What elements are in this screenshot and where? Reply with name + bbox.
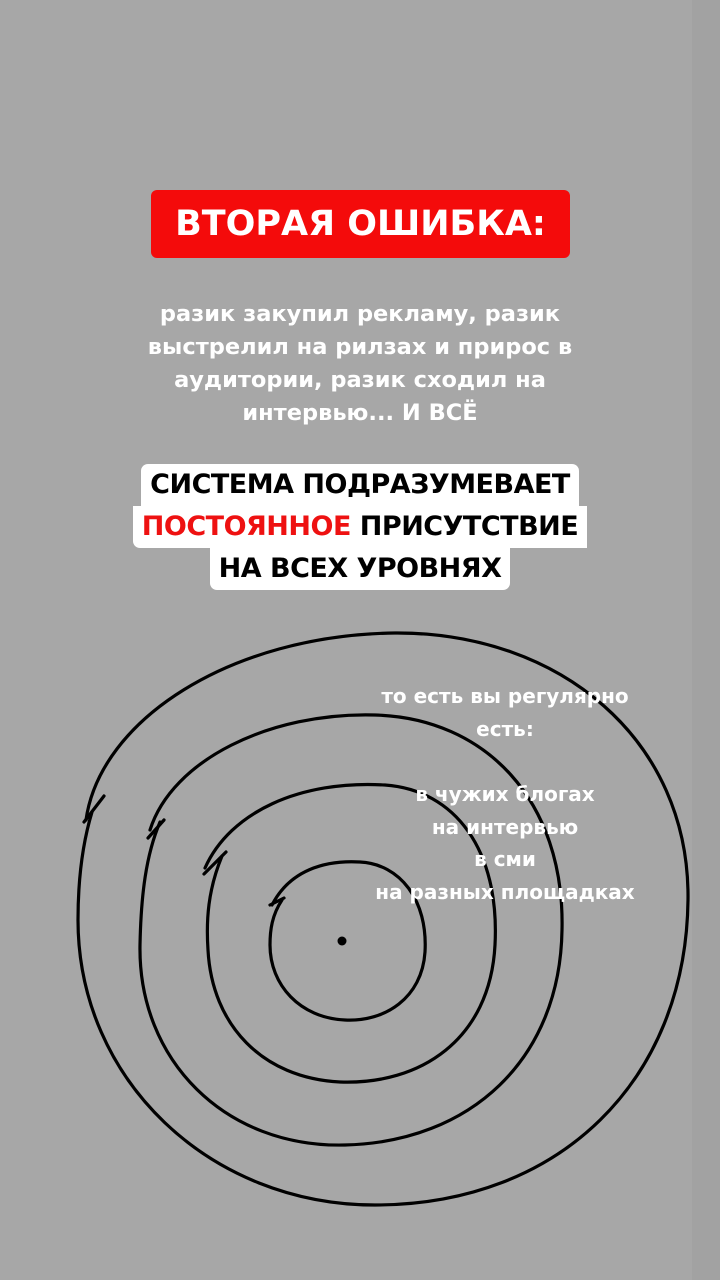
- statement-line-1: СИСТЕМА ПОДРАЗУМЕВАЕТ: [141, 464, 579, 506]
- center-dot: [338, 937, 347, 946]
- side-item: на разных площадках: [375, 879, 635, 904]
- side-note: [330, 680, 680, 908]
- highlight-word: ПОСТОЯННОЕ: [141, 511, 351, 542]
- side-item: на интервью: [431, 814, 579, 839]
- side-gap: [330, 745, 680, 778]
- side-header-line: есть:: [476, 716, 534, 741]
- statement-line-2-rest: ПРИСУТСТВИЕ: [350, 511, 579, 542]
- intro-line: выстрелил на рилзах и прирос в: [147, 334, 573, 360]
- intro-line: разик закупил рекламу, разик: [159, 301, 561, 327]
- intro-line: аудитории, разик сходил на: [174, 367, 546, 393]
- side-header-line: то есть вы регулярно: [381, 684, 629, 708]
- title-text: ВТОРАЯ ОШИБКА:: [175, 204, 546, 244]
- side-item: в чужих блогах: [415, 782, 595, 806]
- side-item: в сми: [474, 847, 536, 871]
- intro-line: интервью... И ВСЁ: [242, 400, 478, 426]
- statement-line-3: НА ВСЕХ УРОВНЯХ: [210, 548, 511, 590]
